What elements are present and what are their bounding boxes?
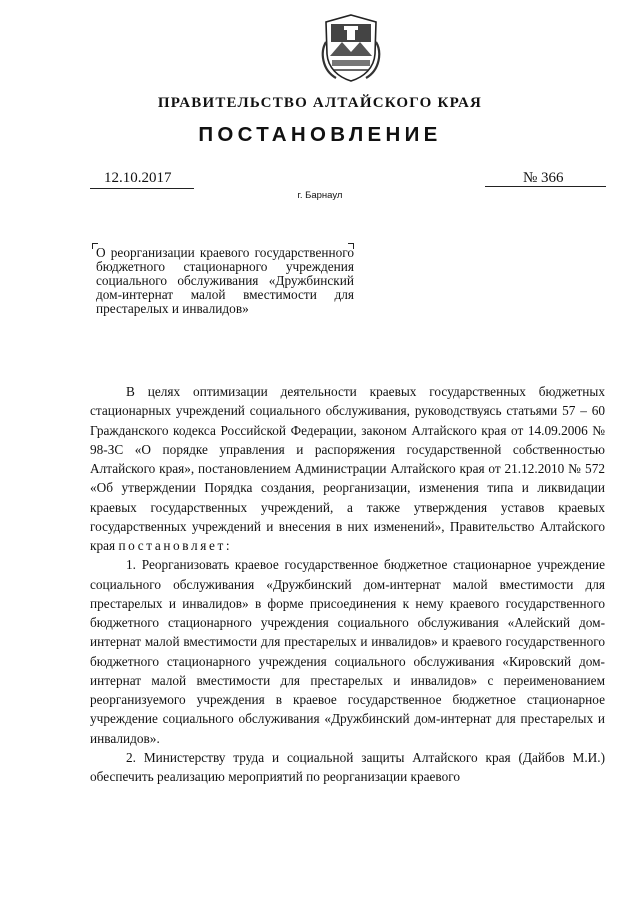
document-date: 12.10.2017 — [104, 170, 172, 186]
document-number: № 366 — [523, 170, 564, 186]
item-paragraph-1: 1. Реорганизовать краевое государственное бюджетное стационарное учреждение социального обслуживания «Дружбинский дом-интернат малой вместимости для престарелых и инвалидов» в форме присоединения к нему краевого государственного бюджетного стационарного учреждения социального обслуживания «Алейский дом-интернат малой вместимости для престарелых и инвалидов» и краевого государственного бюджетного стационарного учреждения социального обслуживания «Кировский дом-интернат малой вместимости для престарелых и инвалидов» с переименованием реорганизуемого учреждения в краевое государственное бюджетное стационарное учреждение социального обслуживания «Дружбинский дом-интернат для престарелых и инвалидов». — [90, 557, 605, 746]
item-paragraph-2: 2. Министерству труда и социальной защиты Алтайского края (Дайбов М.И.) обеспечить реализацию мероприятий по реорганизации краевого — [90, 749, 605, 784]
coat-of-arms-emblem — [318, 12, 384, 84]
document-type-title: ПОСТАНОВЛЕНИЕ — [198, 123, 442, 146]
resolves-word: постановляет: — [118, 538, 233, 553]
document-subject: О реорганизации краевого государственного бюджетного стационарного учреждения социального обслуживания «Дружбинский дом-интернат малой вместимости для престарелых и инвалидов» — [96, 245, 354, 316]
preamble-paragraph — [90, 382, 605, 555]
preamble-text: В целях оптимизации деятельности краевых государственных бюджетных стационарных учреждений социального обслуживания, руководствуясь статьями 57 – 60 Гражданского кодекса Российской Федерации, законом Алтайского края от 14.09.2006 № 98-ЗС «О порядке управления и распоряжения государственной собственностью Алтайского края», постановлением Администрации Алтайского края от 21.12.2010 № 572 «Об утверждении Порядка создания, реорганизации, изменения типа и ликвидации краевых государственных учреждений, а также утверждения уставов краевых государственных учреждений и внесения в них изменений», Правительство Алтайского края — [90, 384, 605, 553]
government-name: ПРАВИТЕЛЬСТВО АЛТАЙСКОГО КРАЯ — [157, 95, 483, 111]
document-body — [90, 382, 605, 786]
number-underline — [485, 186, 606, 187]
document-city: г. Барнаул — [297, 190, 343, 201]
date-underline — [90, 188, 194, 189]
